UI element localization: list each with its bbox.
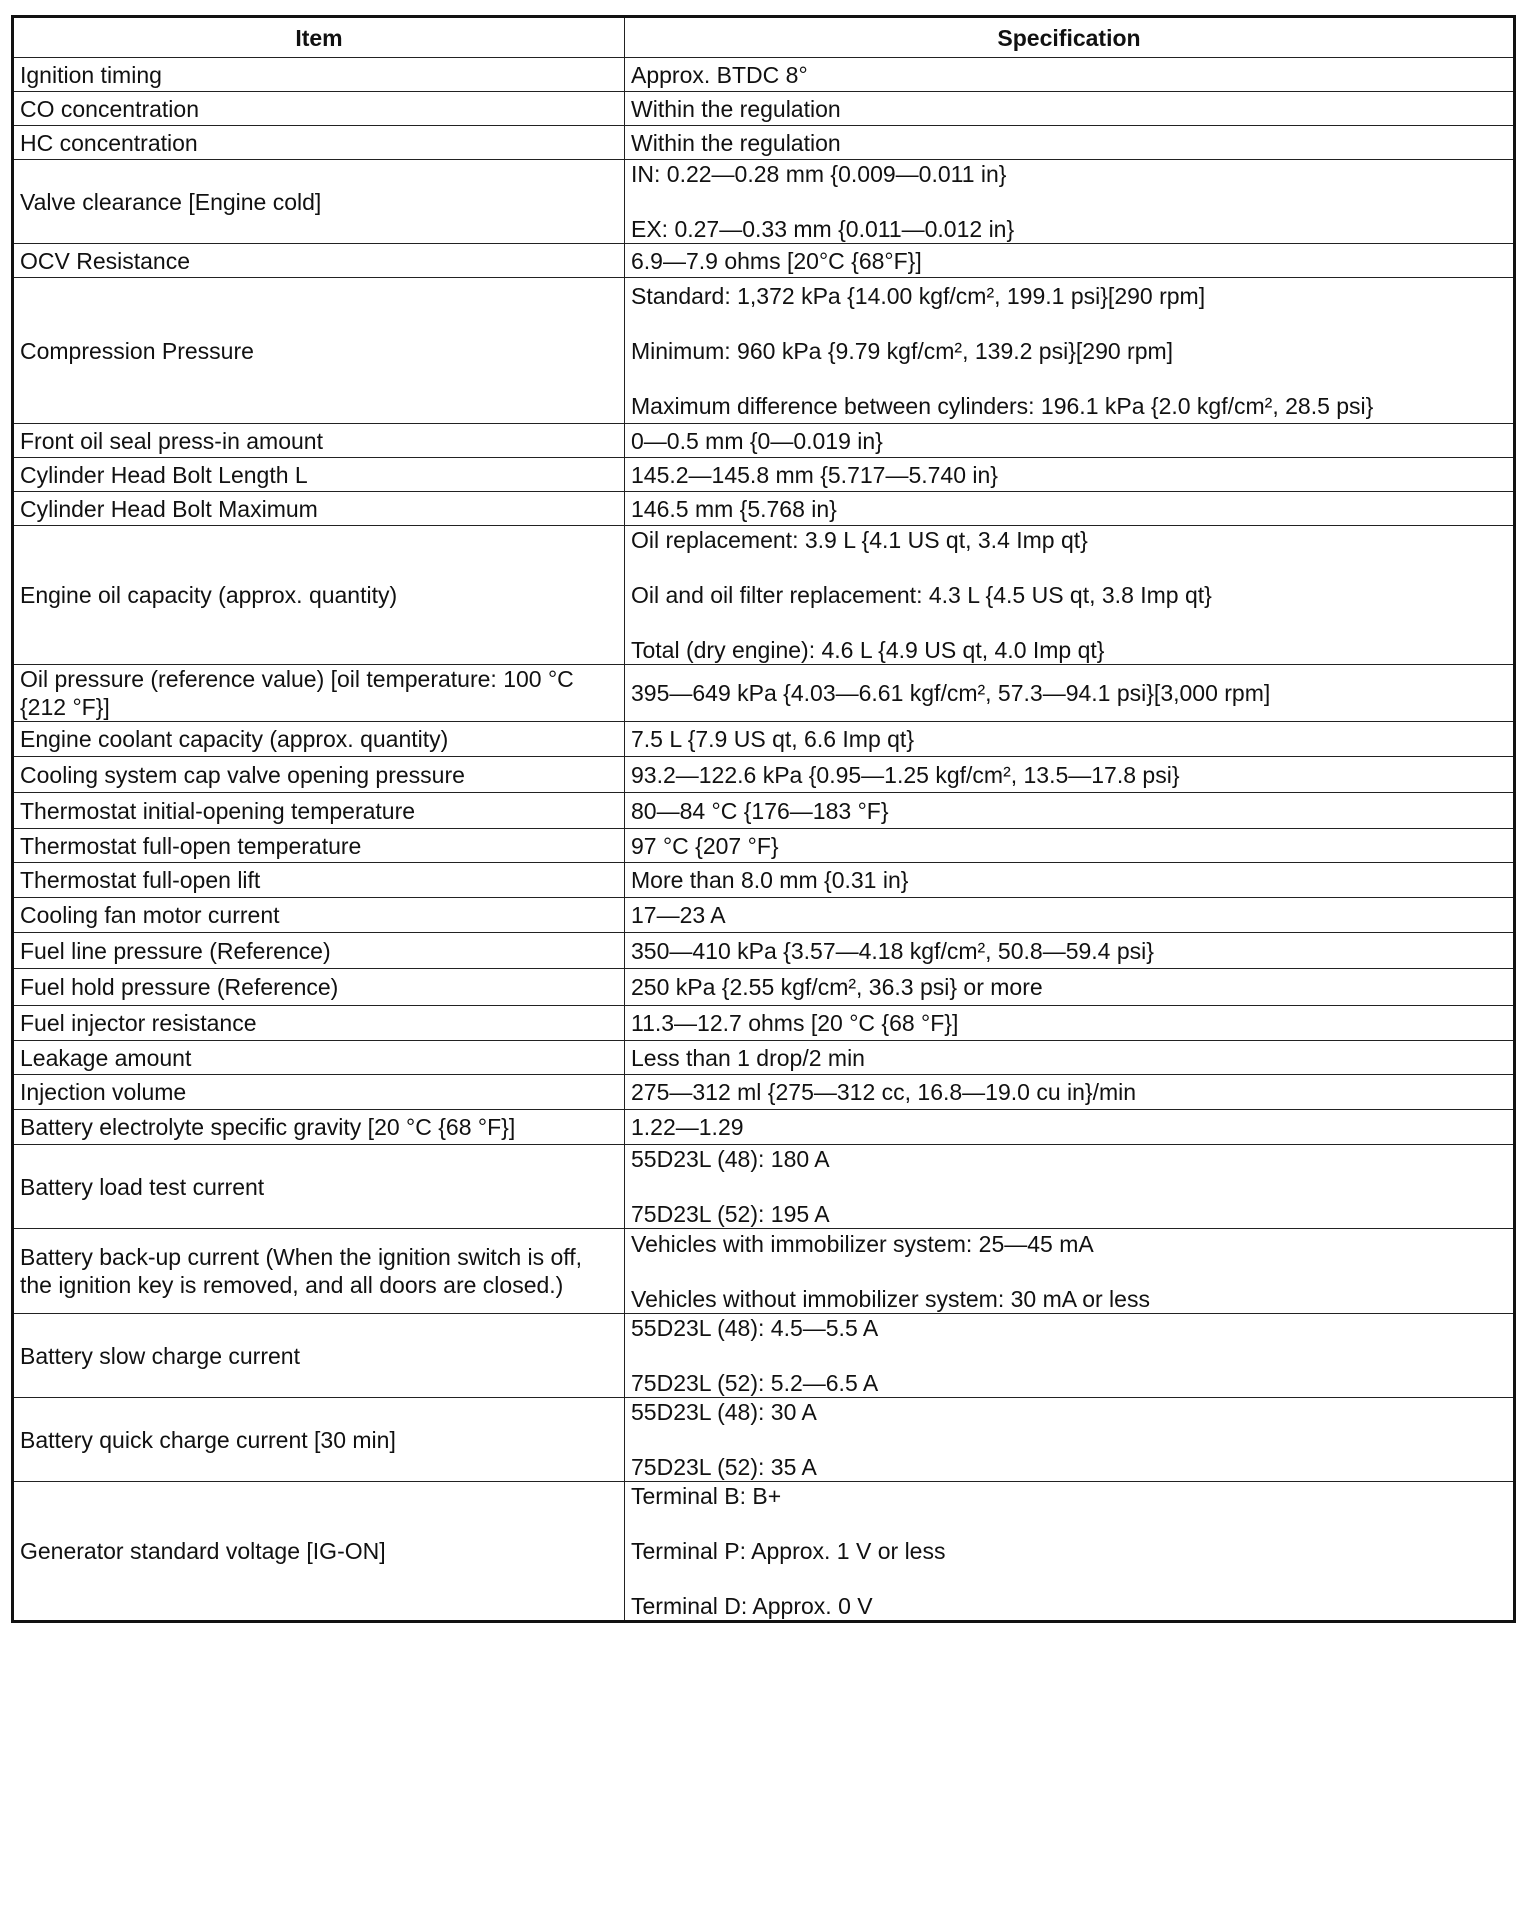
specification-line: 93.2—122.6 kPa {0.95—1.25 kgf/cm², 13.5—17.8 psi} (631, 761, 1180, 788)
specification-cell (625, 793, 1515, 829)
table-row (13, 863, 1515, 898)
table-row (13, 1006, 1515, 1041)
table-row (13, 244, 1515, 278)
specification-cell (625, 160, 1515, 244)
item-cell: Valve clearance [Engine cold] (13, 160, 625, 244)
item-cell: OCV Resistance (13, 244, 625, 278)
specification-cell (625, 665, 1515, 722)
item-cell: Battery quick charge current [30 min] (13, 1398, 625, 1482)
item-cell: Generator standard voltage [IG-ON] (13, 1482, 625, 1622)
item-cell: Cylinder Head Bolt Maximum (13, 492, 625, 526)
specification-cell (625, 898, 1515, 933)
item-cell: Fuel line pressure (Reference) (13, 933, 625, 969)
item-cell: Engine coolant capacity (approx. quantity) (13, 722, 625, 757)
specification-line: 97 °C {207 °F} (631, 832, 779, 859)
specification-cell (625, 492, 1515, 526)
item-cell: Injection volume (13, 1075, 625, 1110)
specification-line: 80—84 °C {176—183 °F} (631, 797, 889, 824)
specification-line: 11.3—12.7 ohms [20 °C {68 °F}] (631, 1010, 959, 1036)
specification-line: Less than 1 drop/2 min (631, 1044, 865, 1071)
specification-line: 145.2—145.8 mm {5.717—5.740 in} (631, 461, 998, 488)
specification-cell (625, 58, 1515, 92)
item-cell: Battery electrolyte specific gravity [20 °C {68 °F}] (13, 1110, 625, 1145)
table-row (13, 92, 1515, 126)
specification-line: IN: 0.22—0.28 mm {0.009—0.011 in} (631, 161, 1007, 187)
specification-cell (625, 829, 1515, 863)
specification-cell (625, 1314, 1515, 1398)
item-cell: Ignition timing (13, 58, 625, 92)
specification-cell (625, 969, 1515, 1006)
specification-line: Vehicles without immobilizer system: 30 mA or less (631, 1285, 1150, 1312)
item-cell: Fuel hold pressure (Reference) (13, 969, 625, 1006)
header-row (13, 17, 1515, 58)
table-row (13, 58, 1515, 92)
specification-line: Oil replacement: 3.9 L {4.1 US qt, 3.4 Imp qt} (631, 527, 1088, 553)
table-row (13, 1041, 1515, 1075)
specification-cell (625, 1006, 1515, 1041)
item-cell: Battery load test current (13, 1145, 625, 1229)
specification-line: 7.5 L {7.9 US qt, 6.6 Imp qt} (631, 726, 914, 752)
item-cell: Compression Pressure (13, 278, 625, 424)
specification-line: 55D23L (48): 4.5—5.5 A (631, 1315, 879, 1341)
table-row (13, 969, 1515, 1006)
table-row (13, 757, 1515, 793)
specification-cell (625, 278, 1515, 424)
specification-line: 395—649 kPa {4.03—6.61 kgf/cm², 57.3—94.1 psi}[3,000 rpm] (631, 680, 1271, 706)
specification-cell (625, 722, 1515, 757)
specification-cell (625, 863, 1515, 898)
specification-table (11, 15, 1516, 1623)
specification-line: Terminal D: Approx. 0 V (631, 1593, 873, 1619)
specification-line: EX: 0.27—0.33 mm {0.011—0.012 in} (631, 216, 1015, 242)
specification-cell (625, 1229, 1515, 1314)
specification-line: Within the regulation (631, 129, 841, 156)
specification-cell (625, 424, 1515, 458)
item-cell: Battery slow charge current (13, 1314, 625, 1398)
specification-cell (625, 757, 1515, 793)
specification-line: Standard: 1,372 kPa {14.00 kgf/cm², 199.1 psi}[290 rpm] (631, 282, 1206, 309)
specification-cell (625, 1075, 1515, 1110)
table-row (13, 1229, 1515, 1314)
specification-line: 75D23L (52): 195 A (631, 1201, 830, 1227)
table-row (13, 1145, 1515, 1229)
specification-line: 75D23L (52): 5.2—6.5 A (631, 1370, 879, 1396)
item-cell: Cylinder Head Bolt Length L (13, 458, 625, 492)
specification-line: Maximum difference between cylinders: 196.1 kPa {2.0 kgf/cm², 28.5 psi} (631, 392, 1374, 419)
table-row (13, 526, 1515, 665)
specification-line: Total (dry engine): 4.6 L {4.9 US qt, 4.0 Imp qt} (631, 637, 1105, 663)
table-row (13, 160, 1515, 244)
specification-line: 1.22—1.29 (631, 1114, 744, 1140)
specification-cell (625, 526, 1515, 665)
item-cell: Thermostat initial-opening temperature (13, 793, 625, 829)
table-row (13, 1075, 1515, 1110)
specification-line: Vehicles with immobilizer system: 25—45 mA (631, 1230, 1094, 1257)
specification-line: Minimum: 960 kPa {9.79 kgf/cm², 139.2 psi}[290 rpm] (631, 337, 1174, 364)
table-body (13, 58, 1515, 1622)
specification-line: 75D23L (52): 35 A (631, 1454, 817, 1480)
spec-sheet (11, 15, 1513, 1623)
specification-line: 250 kPa {2.55 kgf/cm², 36.3 psi} or more (631, 974, 1043, 1000)
item-cell: Cooling system cap valve opening pressure (13, 757, 625, 793)
specification-line: 55D23L (48): 30 A (631, 1399, 817, 1425)
table-row (13, 1398, 1515, 1482)
specification-cell (625, 1145, 1515, 1229)
table-row (13, 278, 1515, 424)
table-row (13, 492, 1515, 526)
specification-cell (625, 1041, 1515, 1075)
specification-cell (625, 1482, 1515, 1622)
table-row (13, 424, 1515, 458)
specification-line: 0—0.5 mm {0—0.019 in} (631, 427, 883, 454)
item-cell: Battery back-up current (When the ignition switch is off, the ignition key is removed, and all doors are closed.) (13, 1229, 625, 1314)
item-cell: Fuel injector resistance (13, 1006, 625, 1041)
item-cell: HC concentration (13, 126, 625, 160)
table-row (13, 1314, 1515, 1398)
specification-cell (625, 933, 1515, 969)
specification-cell (625, 1110, 1515, 1145)
table-row (13, 1110, 1515, 1145)
table-row (13, 665, 1515, 722)
column-header-specification: Specification (625, 17, 1515, 58)
table-row (13, 722, 1515, 757)
table-row (13, 458, 1515, 492)
specification-line: Terminal P: Approx. 1 V or less (631, 1538, 946, 1564)
column-header-item: Item (13, 17, 625, 58)
item-cell: Leakage amount (13, 1041, 625, 1075)
specification-line: 55D23L (48): 180 A (631, 1146, 830, 1172)
specification-cell (625, 92, 1515, 126)
specification-line: Oil and oil filter replacement: 4.3 L {4.5 US qt, 3.8 Imp qt} (631, 582, 1212, 608)
item-cell: CO concentration (13, 92, 625, 126)
specification-line: More than 8.0 mm {0.31 in} (631, 867, 909, 893)
specification-line: 350—410 kPa {3.57—4.18 kgf/cm², 50.8—59.4 psi} (631, 937, 1154, 964)
specification-line: Within the regulation (631, 95, 841, 122)
specification-cell (625, 458, 1515, 492)
specification-line: Terminal B: B+ (631, 1483, 782, 1509)
item-cell: Oil pressure (reference value) [oil temperature: 100 °C {212 °F}] (13, 665, 625, 722)
specification-cell (625, 244, 1515, 278)
table-row (13, 793, 1515, 829)
specification-line: 6.9—7.9 ohms [20°C {68°F}] (631, 247, 922, 274)
table-row (13, 126, 1515, 160)
table-row (13, 829, 1515, 863)
specification-line: 17—23 A (631, 902, 726, 928)
specification-cell (625, 1398, 1515, 1482)
item-cell: Cooling fan motor current (13, 898, 625, 933)
specification-line: 146.5 mm {5.768 in} (631, 495, 837, 522)
item-cell: Thermostat full-open temperature (13, 829, 625, 863)
table-row (13, 898, 1515, 933)
item-cell: Front oil seal press-in amount (13, 424, 625, 458)
item-cell: Engine oil capacity (approx. quantity) (13, 526, 625, 665)
specification-line: 275—312 ml {275—312 cc, 16.8—19.0 cu in}/min (631, 1079, 1137, 1105)
table-row (13, 1482, 1515, 1622)
specification-cell (625, 126, 1515, 160)
item-cell: Thermostat full-open lift (13, 863, 625, 898)
table-row (13, 933, 1515, 969)
specification-line: Approx. BTDC 8° (631, 61, 808, 88)
